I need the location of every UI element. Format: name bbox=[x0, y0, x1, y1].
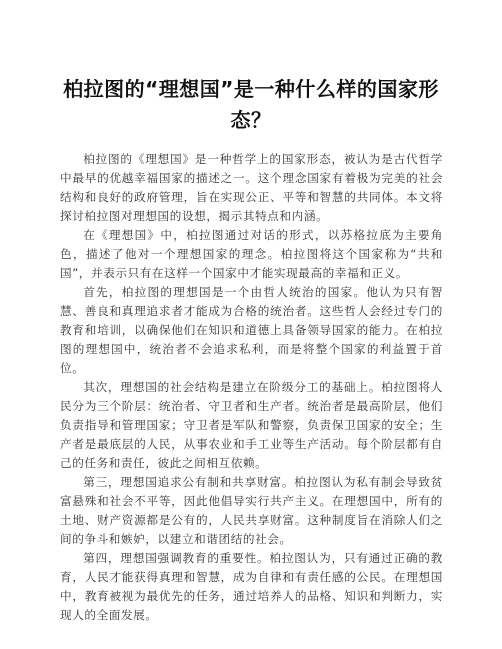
paragraph-first-point: 首先，柏拉图的理想国是一个由哲人统治的国家。他认为只有智慧、善良和真理追求者才能成为合格的统治者。这些哲人会经过专门的教育和培训，以确保他们在知识和道德上具备领导国家的能力。在柏拉图的理想国中，统治者不会追求私利，而是将整个国家的利益置于首位。 bbox=[60, 285, 443, 375]
document-title: 柏拉图的“理想国”是一种什么样的国家形态？ bbox=[63, 77, 439, 132]
paragraph-second-point: 其次，理想国的社会结构是建立在阶级分工的基础上。柏拉图将人民分为三个阶层：统治者、守卫者和生产者。统治者是最高阶层，他们负责指导和管理国家；守卫者是军队和警察，负责保卫国家的安全；生产者是最底层的人民，从事农业和手工业等生产活动。每个阶层都有自己的任务和责任，彼此之间相互依赖。 bbox=[60, 380, 443, 470]
paragraph-dialogue: 在《理想国》中，柏拉图通过对话的形式，以苏格拉底为主要角色，描述了他对一个理想国家的理念。柏拉图将这个国家称为“共和国”，并表示只有在这样一个国家中才能实现最高的幸福和正义。 bbox=[60, 228, 443, 280]
paragraph-fourth-point: 第四，理想国强调教育的重要性。柏拉图认为，只有通过正确的教育，人民才能获得真理和智慧，成为自律和有责任感的公民。在理想国中，教育被视为最优先的任务，通过培养人的品格、知识和判断力，实现人的全面发展。 bbox=[60, 551, 443, 622]
document-body bbox=[60, 150, 443, 625]
paragraph-third-point: 第三，理想国追求公有制和共享财富。柏拉图认为私有制会导致贫富悬殊和社会不平等，因此他倡导实行共产主义。在理想国中，所有的土地、财产资源都是公有的，人民共享财富。这种制度旨在消除人们之间的争斗和嫉妒，以建立和谐团结的社会。 bbox=[60, 475, 443, 546]
paragraph-intro: 柏拉图的《理想国》是一种哲学上的国家形态，被认为是古代哲学中最早的优越幸福国家的描述之一。这个理念国家有着极为完美的社会结构和良好的政府管理，旨在实现公正、平等和智慧的共同体。本文将探讨柏拉图对理想国的设想，揭示其特点和内涵。 bbox=[60, 152, 443, 223]
